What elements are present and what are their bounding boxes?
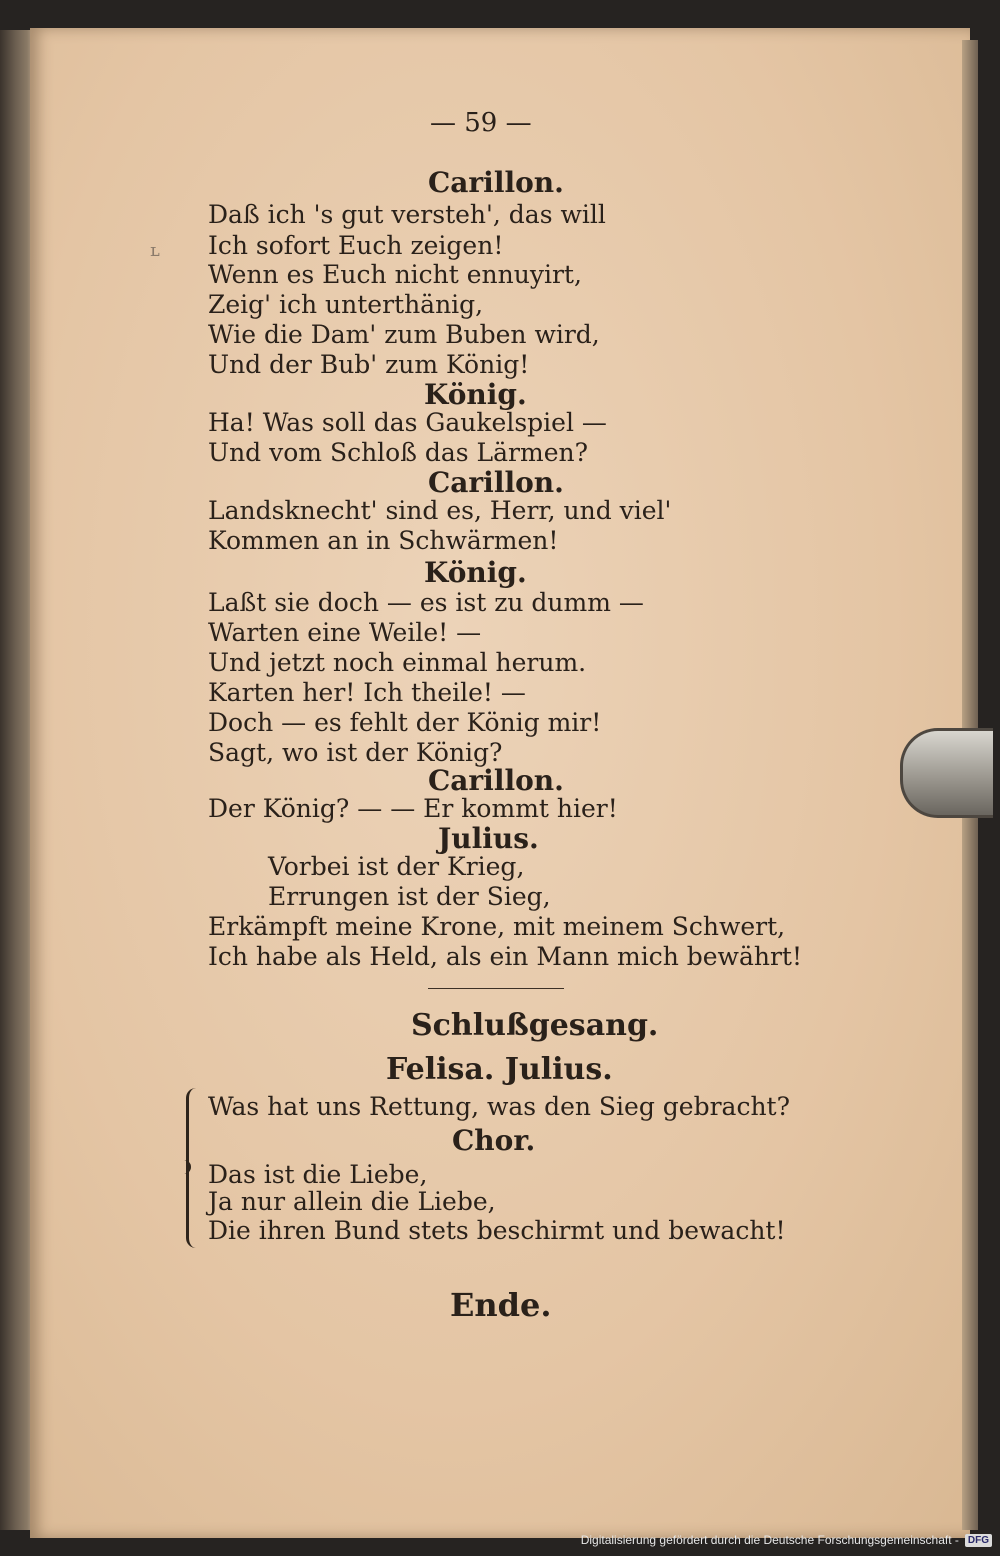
verse-line: Warten eine Weile! —: [208, 618, 482, 647]
verse-line: Das ist die Liebe,: [208, 1160, 428, 1189]
speaker-heading: König.: [424, 556, 527, 589]
page-clip-tab: [900, 728, 993, 818]
dfg-logo-icon: DFG: [965, 1534, 992, 1547]
speaker-heading: Felisa. Julius.: [386, 1052, 613, 1087]
verse-line: Laßt sie doch — es ist zu dumm —: [208, 588, 644, 617]
verse-line: Wie die Dam' zum Buben wird,: [208, 320, 600, 349]
end-marker: Ende.: [450, 1286, 552, 1324]
pencil-mark-icon: ʟ: [150, 240, 160, 261]
verse-line: Erkämpft meine Krone, mit meinem Schwert,: [208, 912, 786, 941]
verse-line: Ja nur allein die Liebe,: [208, 1187, 496, 1216]
verse-line: Vorbei ist der Krieg,: [268, 852, 525, 881]
verse-line: Errungen ist der Sieg,: [268, 882, 551, 911]
section-divider: [428, 988, 564, 989]
page-number: — 59 —: [430, 108, 532, 138]
verse-line: Ich habe als Held, als ein Mann mich bewährt!: [208, 942, 803, 971]
verse-line: Ha! Was soll das Gaukelspiel —: [208, 408, 607, 437]
speaker-heading: Carillon.: [428, 166, 564, 199]
section-title: Schlußgesang.: [411, 1008, 659, 1043]
verse-line: Und vom Schloß das Lärmen?: [208, 438, 589, 467]
verse-line: Sagt, wo ist der König?: [208, 738, 503, 767]
verse-line: Was hat uns Rettung, was den Sieg gebracht?: [208, 1092, 790, 1121]
book-binding-edge: [0, 30, 34, 1530]
verse-line: Wenn es Euch nicht ennuyirt,: [208, 260, 582, 289]
verse-line: Ich sofort Euch zeigen!: [208, 231, 504, 260]
speaker-heading: Carillon.: [428, 764, 564, 797]
footer-credit: Digitalisierung gefördert durch die Deutsche Forschungsgemeinschaft -: [580, 1533, 959, 1547]
verse-line: Zeig' ich unterthänig,: [208, 290, 484, 319]
verse-line: Und der Bub' zum König!: [208, 350, 530, 379]
verse-line: Der König? — — Er kommt hier!: [208, 794, 618, 823]
verse-line: Doch — es fehlt der König mir!: [208, 708, 602, 737]
verse-line: Landsknecht' sind es, Herr, und viel': [208, 496, 672, 525]
digitization-footer: [581, 1530, 992, 1550]
verse-line: Die ihren Bund stets beschirmt und bewacht!: [208, 1216, 786, 1245]
verse-line: Kommen an in Schwärmen!: [208, 526, 559, 555]
speaker-heading: Julius.: [438, 822, 539, 855]
speaker-heading: Chor.: [452, 1124, 536, 1157]
verse-line: Karten her! Ich theile! —: [208, 678, 526, 707]
verse-line: Und jetzt noch einmal herum.: [208, 648, 587, 677]
verse-line: Daß ich 's gut versteh', das will: [208, 200, 606, 229]
speaker-heading: König.: [424, 378, 527, 411]
speaker-heading: Carillon.: [428, 466, 564, 499]
